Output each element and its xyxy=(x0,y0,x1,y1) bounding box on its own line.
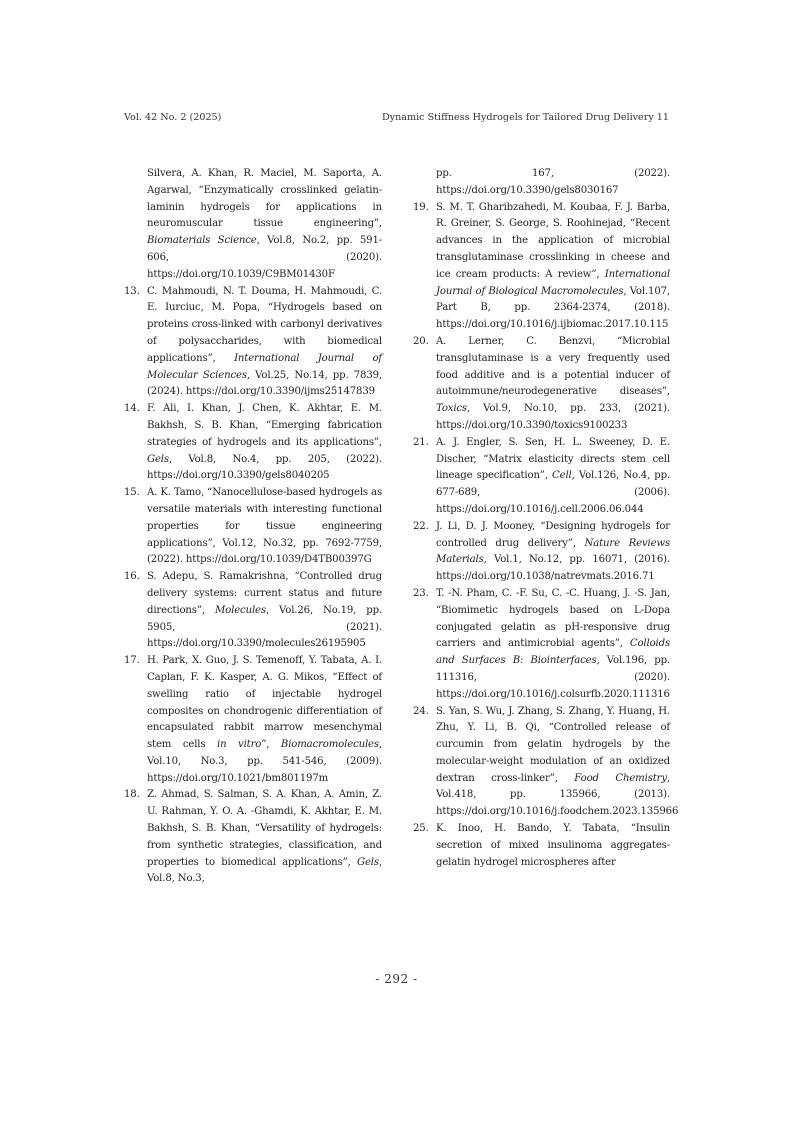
journal-name: Food Chemistry xyxy=(574,772,667,784)
reference-17: 17. H. Park, X. Guo, J. S. Temenoff, Y. Tabata, A. I. Caplan, F. K. Kasper, A. G. Mikos, “Effect of swelling ratio of injectable hydrogel composites on chondrogenic differentiation of encapsulated rabbit marrow mesenchymal stem cells in vitro”, Biomacromolecules, Vol.10, No.3, pp. 541-546, (2009). https://doi.org/10.1021/bm801197m xyxy=(124,655,382,784)
reference-16: 16. S. Adepu, S. Ramakrishna, “Controlled drug delivery systems: current status and future directions”, Molecules, Vol.26, No.19, pp. 5905, (2021). https://doi.org/10.3390/molecules26195905 xyxy=(124,571,382,650)
reference-19: 19. S. M. T. Gharibzahedi, M. Koubaa, F. J. Barba, R. Greiner, S. George, S. Roohinejad, “Recent advances in the application of microbial transglutaminase crosslinking in cheese and ice cream products: A review”, International Journal of Biological Macromolecules, Vol.107, Part B, pp. 2364-2374, (2018). https://doi.org/10.1016/j.ijbiomac.2017.10.115 xyxy=(413,201,670,331)
reference-12-continued: Silvera, A. Khan, R. Maciel, M. Saporta, A. Agarwal, “Enzymatically crosslinked gelatin-laminin hydrogels for applications in neuromuscular tissue engineering”, Biomaterials Science, Vol.8, No.2, pp. 591-606, (2020). https://doi.org/10.1039/C9BM01430F xyxy=(147,168,383,280)
reference-20: 20. A. Lerner, C. Benzvi, “Microbial transglutaminase is a very frequently used food additive and is a potential inducer of autoimmune/neurodegenerative diseases”, Toxics, Vol.9, No.10, pp. 233, (2021). https://doi.org/10.3390/toxics9100233 xyxy=(413,335,670,431)
reference-14: 14. F. Ali, I. Khan, J. Chen, K. Akhtar, E. M. Bakhsh, S. B. Khan, “Emerging fabrication strategies of hydrogels and its applications”, Gels, Vol.8, No.4, pp. 205, (2022). https://doi.org/10.3390/gels8040205 xyxy=(124,403,382,482)
reference-15: 15. A. K. Tamo, “Nanocellulose-based hydrogels as versatile materials with interesting functional properties for tissue engineering applications”, Vol.12, No.32, pp. 7692-7759, (2022). https://doi.org/10.1039/D4TB00397G xyxy=(124,487,382,566)
running-header xyxy=(124,112,669,126)
reference-number: 19. xyxy=(413,201,429,213)
reference-number: 15. xyxy=(124,487,140,499)
journal-name: Gels xyxy=(147,453,169,465)
reference-18: 18. Z. Ahmad, S. Salman, S. A. Khan, A. Amin, Z. U. Rahman, Y. O. A. -Ghamdi, K. Akhtar, E. M. Bakhsh, S. B. Khan, “Versatility of hydrogels: from synthetic strategies, classification, and properties to biomedical applications”, Gels, Vol.8, No.3, xyxy=(124,789,382,885)
reference-24: 24. S. Yan, S. Wu, J. Zhang, S. Zhang, Y. Huang, H. Zhu, Y. Li, B. Qi, “Controlled release of curcumin from gelatin hydrogels by the molecular-weight modulation of an oxidized dextran cross-linker”, Food Chemistry, Vol.418, pp. 135966, (2013). https://doi.org/10.1016/j.foodchem.2023.135966 xyxy=(413,705,679,818)
journal-name: Nature Reviews Materials xyxy=(436,537,670,566)
journal-name: Toxics xyxy=(436,403,467,415)
reference-22: 22. J. Li, D. J. Mooney, “Designing hydrogels for controlled drug delivery”, Nature Reviews Materials, Vol.1, No.12, pp. 16071, (2016). https://doi.org/10.1038/natrevmats.2016.71 xyxy=(413,520,670,583)
latin-term: in vitro xyxy=(216,739,262,751)
left-column xyxy=(124,166,382,888)
reference-number: 14. xyxy=(124,403,140,415)
reference-number: 18. xyxy=(124,789,140,801)
journal-name: Cell xyxy=(552,470,572,482)
reference-number: 16. xyxy=(124,571,140,583)
journal-name: International Journal of Molecular Sciences xyxy=(147,352,383,381)
reference-13: 13. C. Mahmoudi, N. T. Douma, H. Mahmoudi, C. E. Iurciuc, M. Popa, “Hydrogels based on proteins cross-linked with carbonyl derivatives of polysaccharides, with biomedical applications”, International Journal of Molecular Sciences, Vol.25, No.14, pp. 7839, (2024). https://doi.org/10.3390/ijms25147839 xyxy=(124,285,383,398)
reference-23: 23. T. -N. Pham, C. -F. Su, C. -C. Huang, J. -S. Jan, “Biomimetic hydrogels based on L-Dopa conjugated gelatin as pH-responsive drug carriers and antimicrobial agents”, Colloids and Surfaces B: Biointerfaces, Vol.196, pp. 111316, (2020). https://doi.org/10.1016/j.colsurfb.2020.111316 xyxy=(413,587,671,700)
page-number: - 292 - xyxy=(375,972,418,986)
reference-18-continued: pp. 167, (2022). https://doi.org/10.3390/gels8030167 xyxy=(436,168,670,196)
journal-volume: Vol. 42 No. 2 (2025) xyxy=(124,112,222,123)
reference-number: 13. xyxy=(124,285,140,297)
journal-name: Biomaterials Science xyxy=(147,235,257,247)
reference-number: 24. xyxy=(413,705,429,717)
journal-name: Biomacromolecules xyxy=(280,739,379,751)
reference-number: 25. xyxy=(413,823,429,835)
reference-number: 22. xyxy=(413,520,429,532)
journal-name: Colloids and Surfaces B: Biointerfaces xyxy=(436,638,670,667)
reference-number: 23. xyxy=(413,587,429,599)
reference-25: 25. K. Inoo, H. Bando, Y. Tabata, “Insulin secretion of mixed insulinoma aggregates-gelatin hydrogel microspheres after xyxy=(413,823,670,868)
right-column xyxy=(413,166,679,871)
reference-number: 20. xyxy=(413,335,429,347)
reference-21: 21. A. J. Engler, S. Sen, H. L. Sweeney, D. E. Discher, “Matrix elasticity directs stem cell lineage specification”, Cell, Vol.126, No.4, pp. 677-689, (2006). https://doi.org/10.1016/j.cell.2006.06.044 xyxy=(413,436,670,515)
reference-number: 17. xyxy=(124,655,140,667)
running-title: Dynamic Stiffness Hydrogels for Tailored Drug Delivery 11 xyxy=(381,112,669,123)
journal-name: International Journal of Biological Macromolecules xyxy=(436,268,670,297)
journal-name: Gels xyxy=(357,856,379,868)
journal-name: Molecules xyxy=(214,604,266,616)
reference-number: 21. xyxy=(413,436,429,448)
